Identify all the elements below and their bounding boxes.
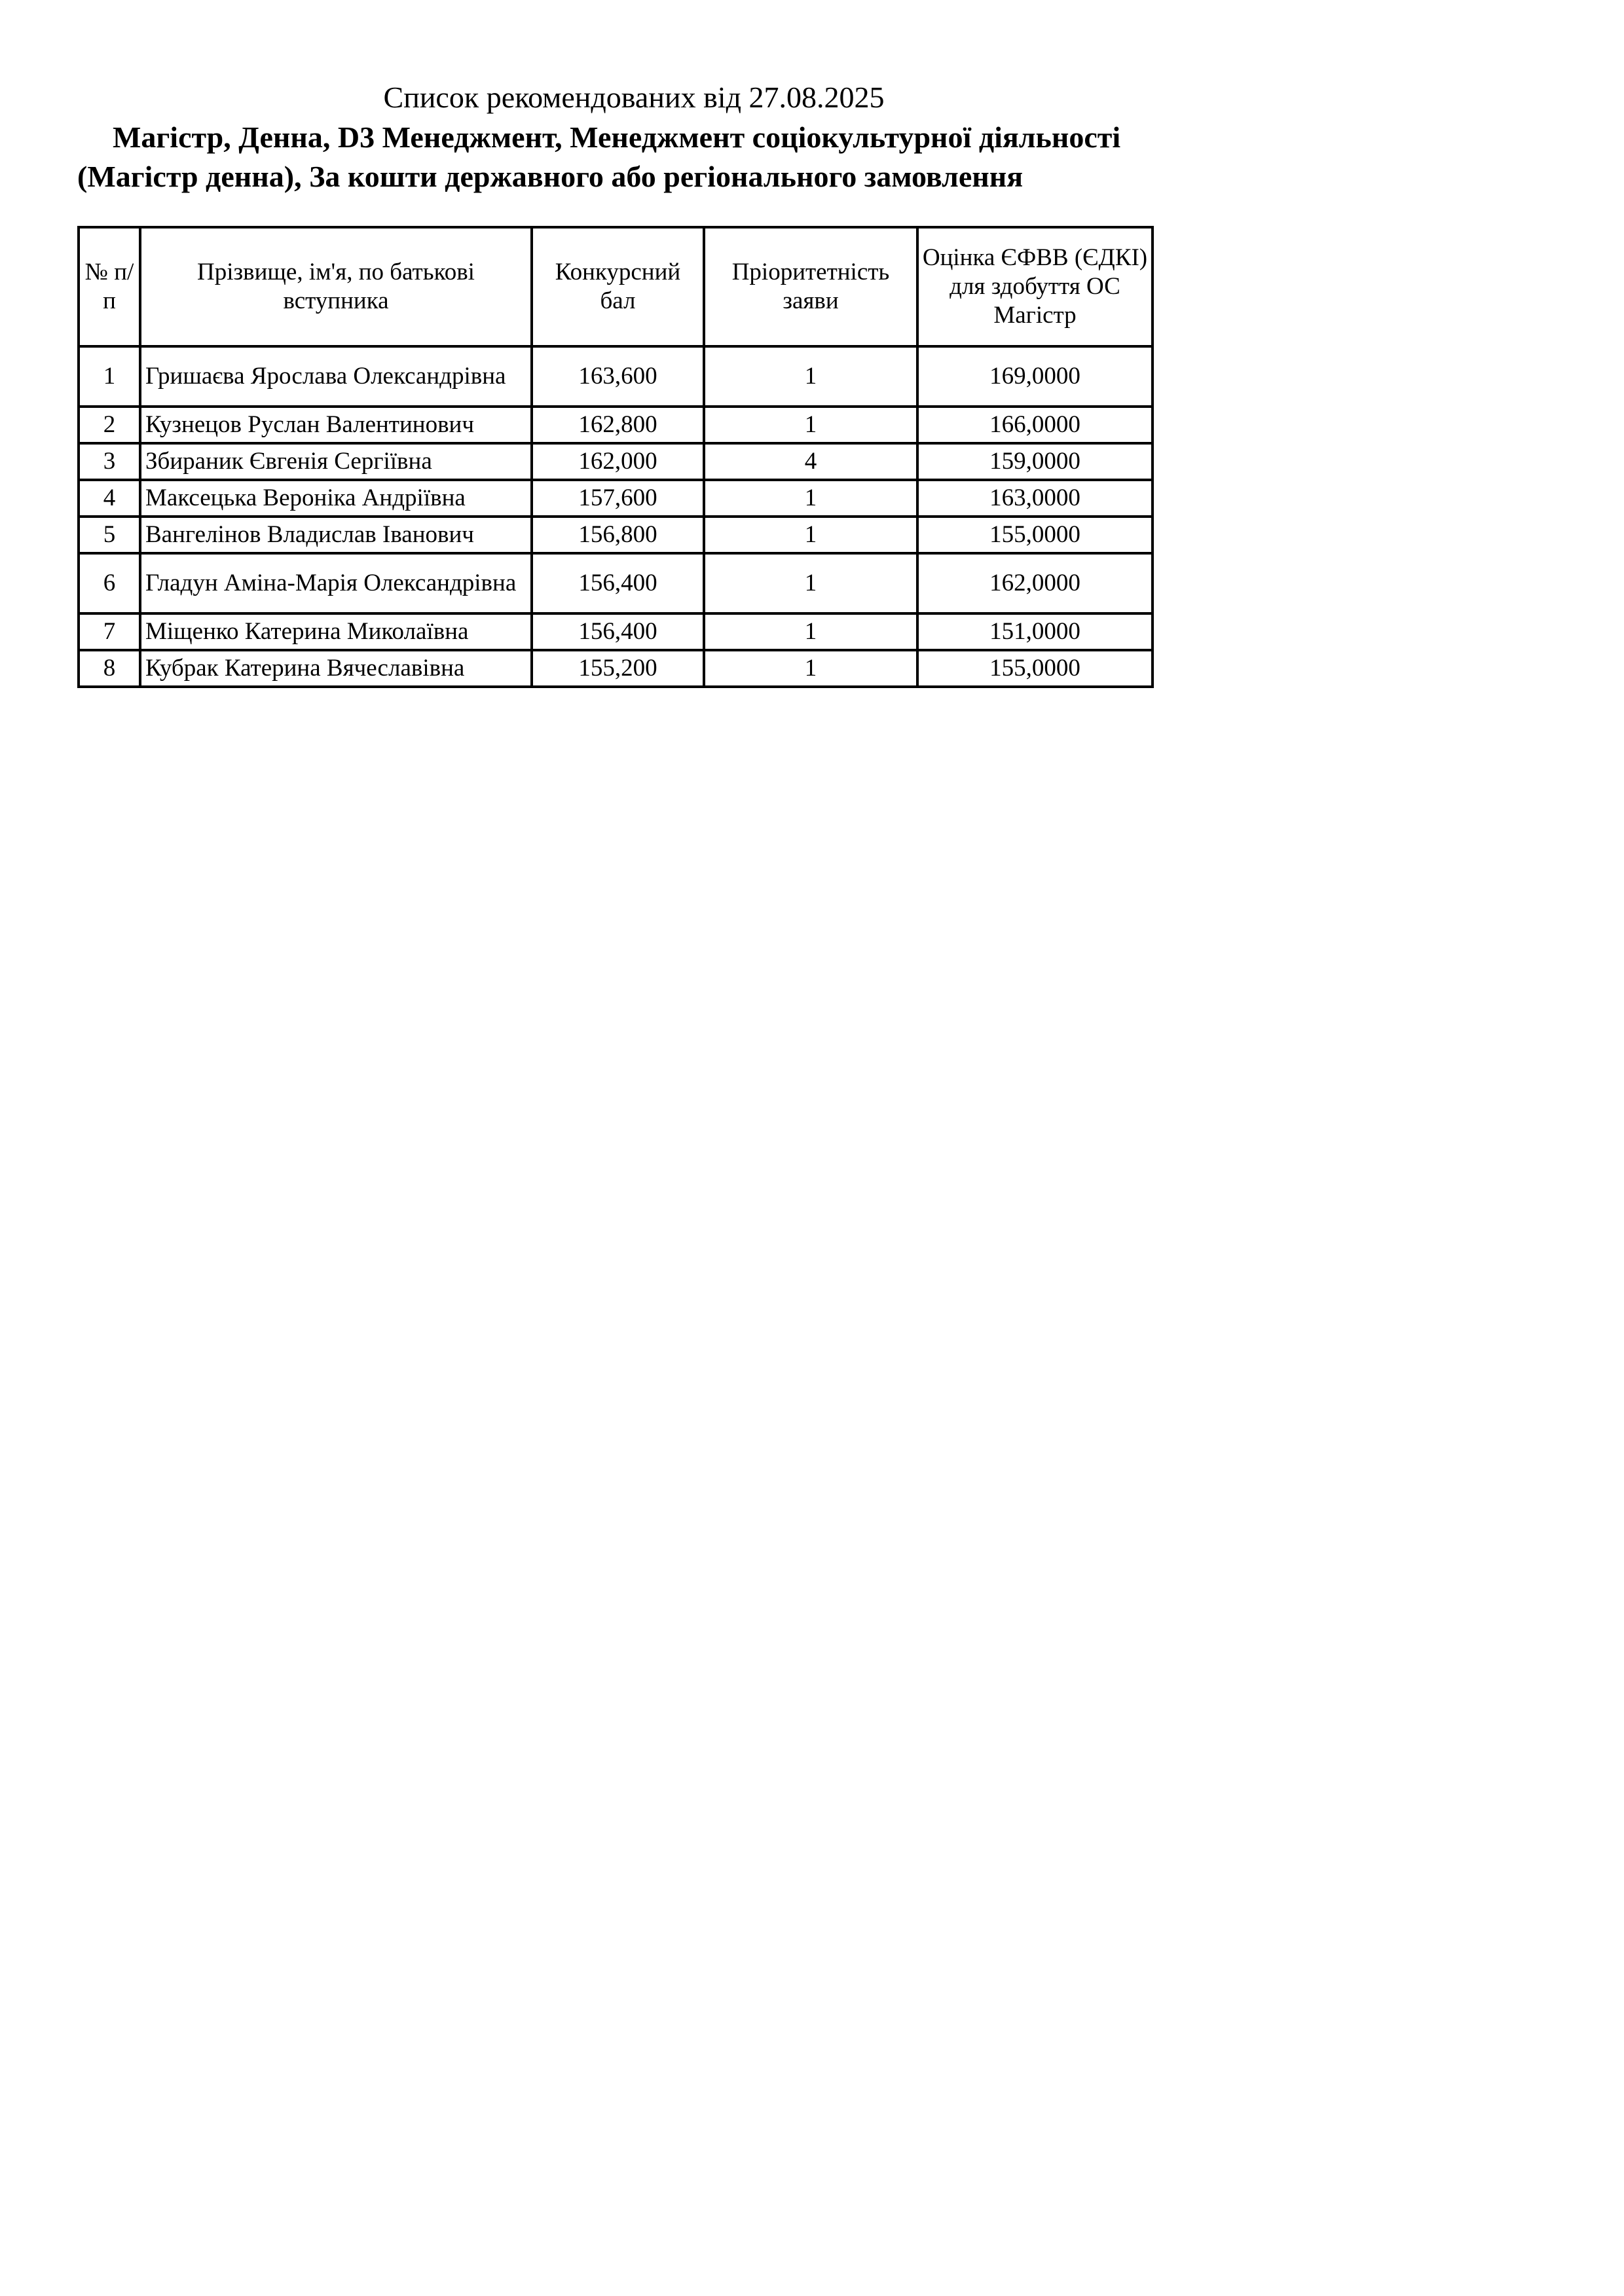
cell-score: 156,400 (532, 613, 704, 650)
cell-name: Кубрак Катерина Вячеславівна (140, 650, 532, 687)
table-row (79, 443, 1153, 480)
cell-score: 163,600 (532, 346, 704, 407)
cell-name: Гладун Аміна-Марія Олександрівна (140, 553, 532, 613)
cell-score: 155,200 (532, 650, 704, 687)
table-row (79, 613, 1153, 650)
cell-name: Гришаєва Ярослава Олександрівна (140, 346, 532, 407)
column-header-score: Конкурсний бал (532, 227, 704, 346)
cell-name: Вангелінов Владислав Іванович (140, 517, 532, 553)
cell-exam: 166,0000 (917, 407, 1153, 443)
cell-score: 162,000 (532, 443, 704, 480)
column-header-exam: Оцінка ЄФВВ (ЄДКІ) для здобуття ОС Магістр (917, 227, 1153, 346)
column-header-priority: Пріоритетність заяви (704, 227, 917, 346)
cell-priority: 1 (704, 553, 917, 613)
table-row (79, 346, 1153, 407)
cell-priority: 1 (704, 650, 917, 687)
table-row (79, 553, 1153, 613)
cell-num: 3 (79, 443, 140, 480)
table-row (79, 517, 1153, 553)
cell-num: 5 (79, 517, 140, 553)
cell-name: Максецька Вероніка Андріївна (140, 480, 532, 517)
program-title: Магістр, Денна, D3 Менеджмент, Менеджмент соціокультурної діяльності (Магістр денна), За кошти державного або регіонального замовлення (77, 120, 1121, 193)
cell-score: 162,800 (532, 407, 704, 443)
cell-priority: 1 (704, 613, 917, 650)
cell-num: 1 (79, 346, 140, 407)
cell-score: 157,600 (532, 480, 704, 517)
table-row (79, 407, 1153, 443)
cell-exam: 155,0000 (917, 650, 1153, 687)
recommended-table-wrapper (77, 226, 1154, 688)
cell-exam: 151,0000 (917, 613, 1153, 650)
cell-score: 156,800 (532, 517, 704, 553)
cell-exam: 159,0000 (917, 443, 1153, 480)
cell-num: 2 (79, 407, 140, 443)
list-title: Список рекомендованих від 27.08.2025 (383, 81, 885, 114)
table-header-row (79, 227, 1153, 346)
cell-exam: 169,0000 (917, 346, 1153, 407)
cell-num: 8 (79, 650, 140, 687)
cell-num: 4 (79, 480, 140, 517)
cell-priority: 1 (704, 517, 917, 553)
cell-priority: 1 (704, 407, 917, 443)
cell-name: Кузнецов Руслан Валентинович (140, 407, 532, 443)
cell-num: 7 (79, 613, 140, 650)
cell-exam: 163,0000 (917, 480, 1153, 517)
column-header-name: Прізвище, ім'я, по батькові вступника (140, 227, 532, 346)
cell-num: 6 (79, 553, 140, 613)
cell-priority: 4 (704, 443, 917, 480)
table-row (79, 480, 1153, 517)
cell-exam: 155,0000 (917, 517, 1153, 553)
recommended-table (77, 226, 1154, 688)
cell-name: Міщенко Катерина Миколаївна (140, 613, 532, 650)
table-row (79, 650, 1153, 687)
cell-score: 156,400 (532, 553, 704, 613)
column-header-num: № п/п (79, 227, 140, 346)
cell-priority: 1 (704, 346, 917, 407)
cell-name: Збираник Євгенія Сергіївна (140, 443, 532, 480)
page-header (77, 77, 1151, 196)
cell-exam: 162,0000 (917, 553, 1153, 613)
cell-priority: 1 (704, 480, 917, 517)
